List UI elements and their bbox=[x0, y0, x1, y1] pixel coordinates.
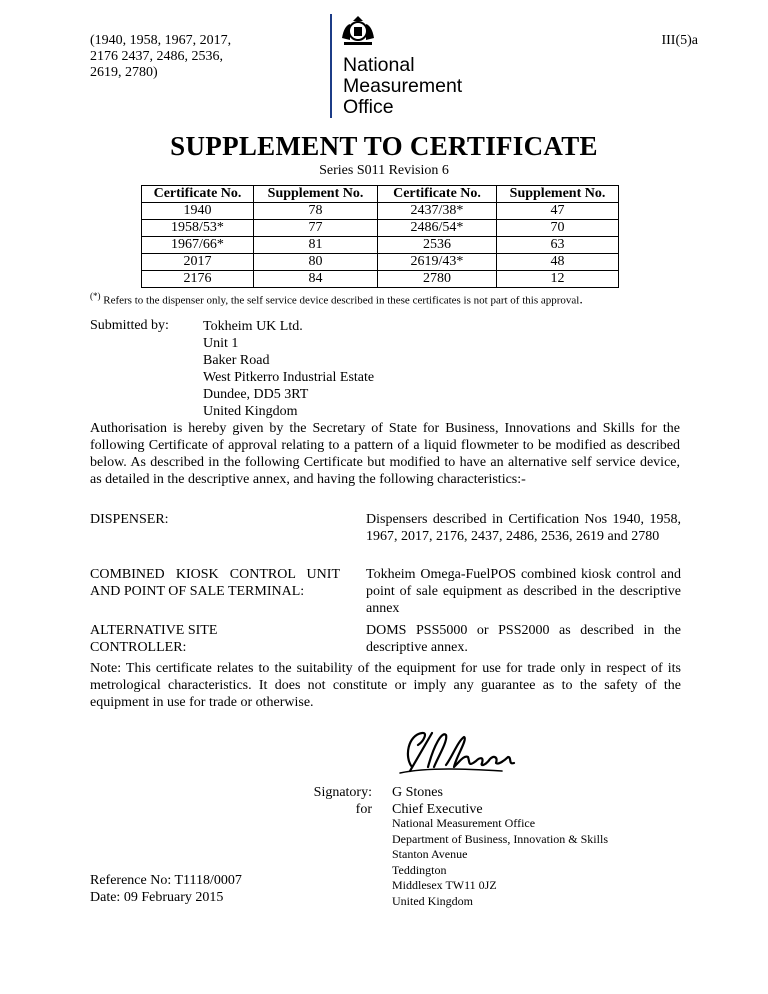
header-line: 2619, 2780) bbox=[90, 65, 158, 80]
address-line: Unit 1 bbox=[203, 336, 239, 351]
certificate-table bbox=[141, 185, 619, 288]
table-cell: 63 bbox=[497, 237, 619, 254]
certificate-numbers-header bbox=[90, 33, 260, 81]
address-line: Baker Road bbox=[203, 353, 270, 368]
document-code: III(5)a bbox=[661, 33, 698, 48]
table-cell: 1958/53* bbox=[142, 220, 254, 237]
table-cell: 2017 bbox=[142, 254, 254, 271]
table-header-row bbox=[142, 186, 619, 203]
note-paragraph: Note: This certificate relates to the suitability of the equipment for use for trade only in respect of its metrological characteristics. It does not constitute or imply any guarantee as to the safety of the equipment in use for trade or otherwise. bbox=[90, 661, 681, 710]
kiosk-control-value: Tokheim Omega-FuelPOS combined kiosk control and point of sale equipment as described in the descriptive annex bbox=[366, 567, 681, 616]
table-cell: 1940 bbox=[142, 203, 254, 220]
table-row bbox=[142, 254, 619, 271]
handwritten-signature bbox=[398, 727, 520, 779]
table-body bbox=[142, 203, 619, 288]
address-line: Stanton Avenue bbox=[392, 847, 468, 861]
table-cell: 2780 bbox=[378, 271, 497, 288]
address-line: Middlesex TW11 0JZ bbox=[392, 878, 497, 892]
logo-line: National bbox=[343, 54, 415, 76]
reference-number: Reference No: T1118/0007 bbox=[90, 873, 242, 888]
header-line: (1940, 1958, 1967, 2017, bbox=[90, 33, 232, 48]
address-line: National Measurement Office bbox=[392, 816, 536, 830]
signatory-label: Signatory: bbox=[313, 785, 372, 800]
page-title: SUPPLEMENT TO CERTIFICATE bbox=[170, 131, 598, 161]
table-cell: 84 bbox=[254, 271, 378, 288]
address-line: Department of Business, Innovation & Skills bbox=[392, 831, 608, 846]
address-line: United Kingdom bbox=[392, 893, 473, 908]
for-label: for bbox=[355, 802, 372, 817]
reference-date: Date: 09 February 2015 bbox=[90, 890, 224, 905]
address-line: Teddington bbox=[392, 862, 447, 877]
nmo-logo bbox=[343, 55, 462, 118]
column-header: Certificate No. bbox=[378, 186, 497, 203]
signatory-role: Chief Executive bbox=[392, 802, 483, 817]
signatory-name: G Stones bbox=[392, 785, 443, 800]
column-header: Certificate No. bbox=[142, 186, 254, 203]
table-row bbox=[142, 237, 619, 254]
kiosk-control-label: COMBINED KIOSK CONTROL UNIT AND POINT OF SALE TERMINAL: bbox=[90, 567, 340, 599]
table-cell: 78 bbox=[254, 203, 378, 220]
table-row bbox=[142, 220, 619, 237]
address-line: Dundee, DD5 3RT bbox=[203, 387, 309, 402]
logo-line: Office bbox=[343, 96, 394, 118]
series-revision: Series S011 Revision 6 bbox=[319, 163, 449, 178]
table-cell: 12 bbox=[497, 271, 619, 288]
reference-block bbox=[90, 872, 242, 906]
logo-line: Measurement bbox=[343, 75, 463, 97]
address-line: Tokheim UK Ltd. bbox=[203, 319, 303, 334]
footnote bbox=[90, 291, 583, 309]
table-cell: 80 bbox=[254, 254, 378, 271]
table-cell: 2619/43* bbox=[378, 254, 497, 271]
column-header: Supplement No. bbox=[497, 186, 619, 203]
submitted-by-label: Submitted by: bbox=[90, 318, 169, 333]
table-cell: 47 bbox=[497, 203, 619, 220]
royal-crest-icon bbox=[338, 12, 378, 48]
table-cell: 48 bbox=[497, 254, 619, 271]
column-header: Supplement No. bbox=[254, 186, 378, 203]
footnote-end: . bbox=[579, 292, 583, 308]
dispenser-label: DISPENSER: bbox=[90, 512, 169, 527]
address-line: West Pitkerro Industrial Estate bbox=[203, 370, 375, 385]
table-cell: 81 bbox=[254, 237, 378, 254]
table-cell: 1967/66* bbox=[142, 237, 254, 254]
authorisation-paragraph: Authorisation is hereby given by the Secretary of State for Business, Innovations and Skills for the following Certificate of approval relating to a pattern of a liquid flowmeter to be modified as described below. As described in the following Certificate but modified to have an alternative self service device, as detailed in the descriptive annex, and having the following characteristics:- bbox=[90, 421, 680, 487]
label-line: ALTERNATIVE SITE bbox=[90, 623, 218, 638]
signatory-address bbox=[392, 816, 608, 909]
table-cell: 2437/38* bbox=[378, 203, 497, 220]
table-cell: 77 bbox=[254, 220, 378, 237]
table-row bbox=[142, 203, 619, 220]
dispenser-value: Dispensers described in Certification Nos 1940, 1958, 1967, 2017, 2176, 2437, 2486, 2536, 2619 and 2780 bbox=[366, 512, 681, 544]
table-cell: 70 bbox=[497, 220, 619, 237]
footnote-marker: (*) bbox=[90, 291, 101, 301]
submitter-address bbox=[203, 318, 374, 420]
header-line: 2176 2437, 2486, 2536, bbox=[90, 49, 223, 64]
label-line: CONTROLLER: bbox=[90, 640, 187, 655]
footnote-text: Refers to the dispenser only, the self service device described in these certificates is not part of this approval bbox=[103, 294, 580, 307]
site-controller-value: DOMS PSS5000 or PSS2000 as described in the descriptive annex. bbox=[366, 623, 681, 655]
table-row bbox=[142, 271, 619, 288]
table-cell: 2486/54* bbox=[378, 220, 497, 237]
address-line: United Kingdom bbox=[203, 404, 298, 419]
table-cell: 2536 bbox=[378, 237, 497, 254]
table-cell: 2176 bbox=[142, 271, 254, 288]
logo-divider bbox=[330, 14, 332, 118]
site-controller-label bbox=[90, 622, 340, 656]
